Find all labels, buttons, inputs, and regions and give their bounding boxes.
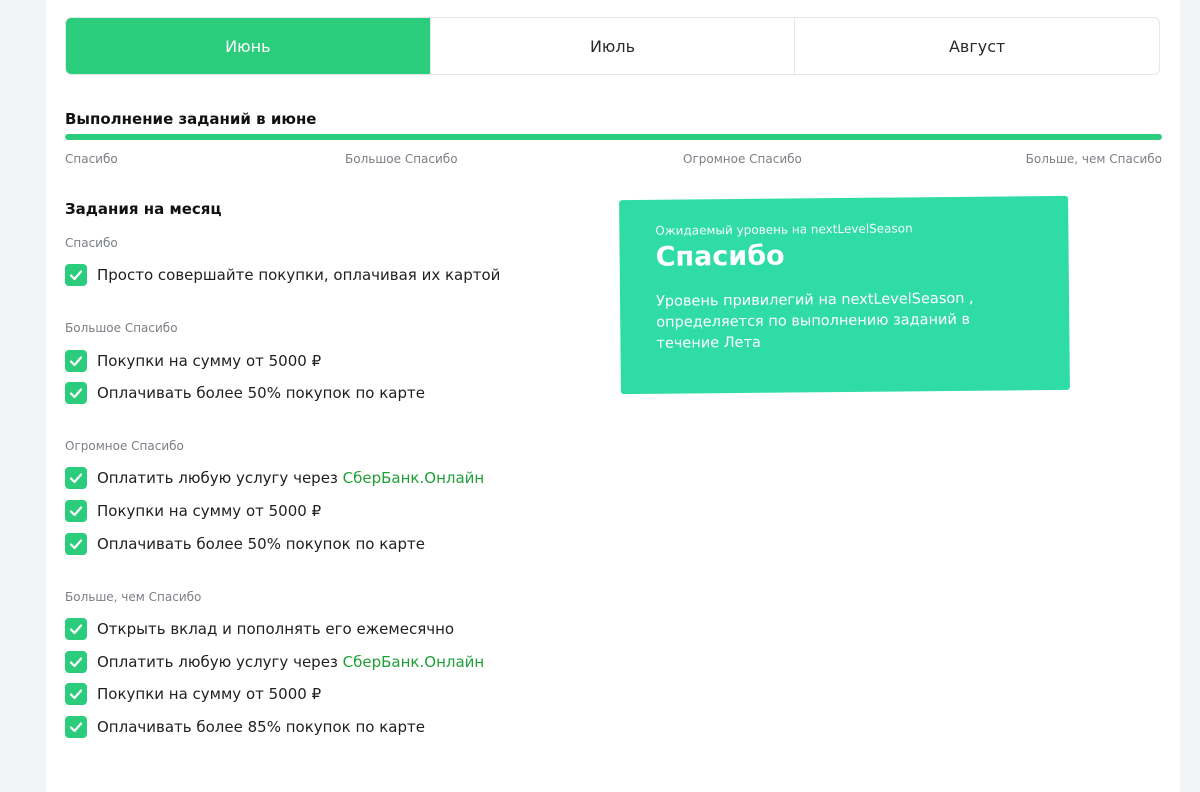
task-item bbox=[65, 683, 321, 705]
level-label-bolshe: Больше, чем Спасибо bbox=[1025, 152, 1162, 166]
checkmark-icon bbox=[65, 683, 87, 705]
level-label-bolshoe: Большое Спасибо bbox=[345, 152, 458, 166]
task-text-prefix: Оплатить любую услугу через bbox=[97, 653, 343, 671]
task-item bbox=[65, 264, 500, 286]
task-text: Открыть вклад и пополнять его ежемесячно bbox=[97, 620, 455, 638]
checkmark-icon bbox=[65, 350, 87, 372]
task-text-prefix: Оплатить любую услугу через bbox=[97, 469, 343, 487]
progress-bar bbox=[65, 134, 1162, 140]
task-text bbox=[97, 653, 484, 671]
group-label: Большое Спасибо bbox=[65, 321, 178, 335]
level-label-ogromnoe: Огромное Спасибо bbox=[683, 152, 802, 166]
task-item bbox=[65, 716, 425, 738]
task-item bbox=[65, 651, 484, 673]
expected-level-subtitle: Ожидаемый уровень на nextLevelSeason bbox=[655, 221, 913, 238]
task-item bbox=[65, 382, 425, 404]
checkmark-icon bbox=[65, 533, 87, 555]
task-text: Оплачивать более 50% покупок по карте bbox=[97, 384, 425, 402]
checkmark-icon bbox=[65, 264, 87, 286]
progress-title: Выполнение заданий в июне bbox=[65, 110, 317, 128]
main-card bbox=[46, 0, 1180, 792]
sberbank-online-link[interactable]: СберБанк.Онлайн bbox=[342, 653, 485, 671]
sberbank-online-link[interactable]: СберБанк.Онлайн bbox=[342, 469, 485, 487]
progress-fill bbox=[65, 134, 1162, 140]
task-text: Оплачивать более 50% покупок по карте bbox=[97, 535, 425, 553]
task-item bbox=[65, 467, 484, 489]
checkmark-icon bbox=[65, 651, 87, 673]
checkmark-icon bbox=[65, 467, 87, 489]
task-text bbox=[97, 469, 484, 487]
month-tabs bbox=[65, 17, 1160, 75]
task-text: Покупки на сумму от 5000 ₽ bbox=[97, 685, 322, 703]
task-text: Просто совершайте покупки, оплачивая их картой bbox=[97, 266, 501, 284]
level-label-spasibo: Спасибо bbox=[65, 152, 118, 166]
checkmark-icon bbox=[65, 382, 87, 404]
task-item bbox=[65, 350, 321, 372]
group-label: Больше, чем Спасибо bbox=[65, 590, 202, 604]
task-text: Оплачивать более 85% покупок по карте bbox=[97, 718, 425, 736]
task-item bbox=[65, 500, 321, 522]
task-item bbox=[65, 618, 454, 640]
tab-june[interactable]: Июнь bbox=[66, 18, 430, 74]
task-item bbox=[65, 533, 425, 555]
tab-july[interactable]: Июль bbox=[430, 18, 795, 74]
task-text: Покупки на сумму от 5000 ₽ bbox=[97, 502, 322, 520]
group-label: Спасибо bbox=[65, 236, 118, 250]
tab-august[interactable]: Август bbox=[794, 18, 1159, 74]
expected-level-title: Спасибо bbox=[655, 240, 785, 273]
group-label: Огромное Спасибо bbox=[65, 439, 184, 453]
checkmark-icon bbox=[65, 716, 87, 738]
expected-level-card bbox=[619, 196, 1070, 394]
checkmark-icon bbox=[65, 500, 87, 522]
tasks-title: Задания на месяц bbox=[65, 200, 222, 218]
expected-level-description: Уровень привилегий на nextLevelSeason , определяется по выполнению заданий в течение Лета bbox=[655, 290, 974, 352]
checkmark-icon bbox=[65, 618, 87, 640]
task-text: Покупки на сумму от 5000 ₽ bbox=[97, 352, 322, 370]
